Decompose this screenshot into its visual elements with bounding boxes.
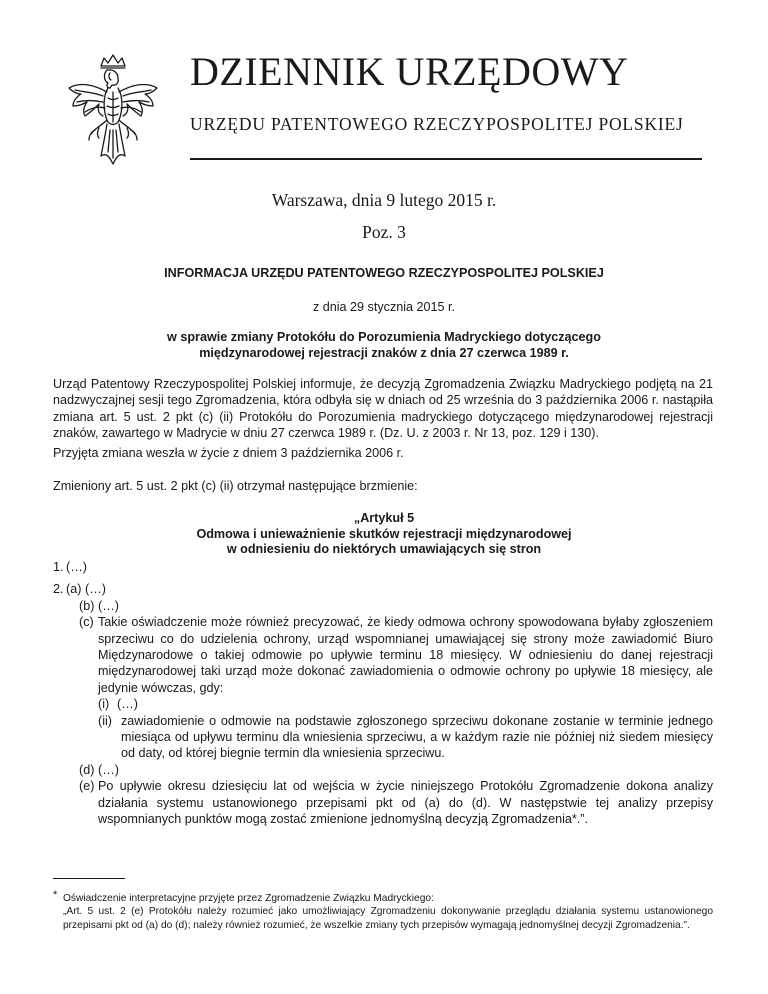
footnote-intro: Oświadczenie interpretacyjne przyjęte przez Zgromadzenie Związku Madryckiego:	[63, 893, 434, 904]
footnote-body: „Art. 5 ust. 2 (e) Protokółu należy rozumieć jako umożliwiający Zgromadzeniu dokonywanie przeglądu działania systemu ustanowionego przepisami pkt od (a) do (d); należy również rozumieć, że wszelkie zmiany tych przepisów wymagają jednomyślnej decyzji Zgromadzenia.”.	[63, 906, 713, 931]
subpoint-text: (…)	[98, 762, 119, 777]
subpoint-c	[79, 614, 713, 696]
subpoint-text: Po upływie okresu dziesięciu lat od wejścia w życie niniejszego Protokółu Zgromadzenie dokona analizy działania systemu ustanowionego przepisami pkt od (a) do (d). W następstwie tej analizy przepisy wspomnianych punktów mogą zostać zmienione jednomyślną decyzją Zgromadzenia*.”.	[98, 779, 713, 827]
document-subject-line: międzynarodowej rejestracji znaków z dnia 27 czerwca 1989 r.	[199, 345, 569, 360]
article-provisions	[53, 559, 713, 828]
subpoint-text: zawiadomienie o odmowie na podstawie zgłoszonego sprzeciwu dokonane zostanie w terminie jednego miesiąca od upływu terminu dla wniesienia sprzeciwu, a w każdym razie nie później niż siedem miesięcy od daty, od której biegnie termin dla wniesienia sprzeciwu.	[121, 713, 713, 761]
article-title-line: w odniesieniu do niektórych umawiających się stron	[226, 542, 542, 556]
article-title-line: Odmowa i unieważnienie skutków rejestracji międzynarodowej	[196, 526, 572, 541]
footnote-marker: *	[53, 889, 58, 901]
issue-place-date: Warszawa, dnia 9 lutego 2015 r.	[271, 190, 497, 210]
document-date: z dnia 29 stycznia 2015 r.	[312, 300, 456, 314]
document-subject	[0, 330, 768, 361]
subpoint-b	[79, 598, 713, 614]
provision-number: 2.	[53, 582, 64, 597]
provision-item-1	[53, 559, 713, 575]
paragraph-amended: Zmieniony art. 5 ust. 2 pkt (c) (ii) otrzymał następujące brzmienie:	[53, 479, 418, 493]
document-title: INFORMACJA URZĘDU PATENTOWEGO RZECZYPOSPOLITEJ POLSKIEJ	[164, 266, 604, 280]
subpoint-d	[79, 762, 713, 778]
subpoint-text: (…)	[98, 598, 119, 613]
article-heading	[0, 511, 768, 558]
document-subject-line: w sprawie zmiany Protokółu do Porozumienia Madryckiego dotyczącego	[167, 330, 601, 344]
paragraph-effective: Przyjęta zmiana weszła w życie z dniem 3 października 2006 r.	[53, 446, 404, 460]
subpoint-text: (…)	[117, 697, 138, 712]
masthead-title: DZIENNIK URZĘDOWY	[190, 49, 629, 94]
issue-position: Poz. 3	[362, 222, 406, 242]
provision-number: 1.	[53, 560, 64, 574]
subpoint-e	[79, 778, 713, 827]
footnote-divider	[53, 878, 125, 879]
subpoint-label: (d)	[79, 762, 95, 777]
article-number: „Artykuł 5	[353, 511, 415, 525]
subpoint-label: (e)	[79, 779, 95, 794]
footnote-text	[63, 892, 713, 932]
subpoint-label: (b)	[79, 598, 95, 613]
subpoint-label: (ii)	[98, 713, 112, 728]
subpoint-c-ii	[98, 713, 713, 762]
subpoint-a	[66, 581, 713, 597]
masthead-subtitle: URZĘDU PATENTOWEGO RZECZYPOSPOLITEJ POLSKIEJ	[190, 114, 684, 134]
subpoint-text: (…)	[85, 582, 106, 597]
masthead-divider	[190, 158, 702, 160]
provision-text: (…)	[66, 560, 87, 574]
polish-eagle-emblem-icon	[63, 52, 163, 170]
provision-item-2	[53, 581, 713, 827]
subpoint-label: (i)	[98, 697, 110, 712]
subpoint-label: (c)	[79, 615, 94, 630]
subpoint-c-i	[98, 696, 713, 712]
paragraph-intro: Urząd Patentowy Rzeczypospolitej Polskiej informuje, że decyzją Zgromadzenia Związku Madryckiego podjętą na 21 nadzwyczajnej sesji tego Zgromadzenia, która odbyła się w dniach od 25 września do 3 października 2006 r. nastąpiła zmiana art. 5 ust. 2 pkt (c) (ii) Protokółu do Porozumienia madryckiego dotyczącego międzynarodowej rejestracji znaków, zawartego w Madrycie w dniu 27 czerwca 1989 r. (Dz. U. z 2003 r. Nr 13, poz. 129 i 130).	[53, 377, 713, 441]
subpoint-label: (a)	[66, 582, 82, 597]
subpoint-text: Takie oświadczenie może również precyzować, że kiedy odmowa ochrony spowodowana byłaby zgłoszeniem sprzeciwu co do udzielenia ochrony, urząd wspomnianej umawiającej się strony może zawiadomić Biuro Międzynarodowe o takiej odmowie po upływie terminu 18 miesięcy. W odniesieniu do danej rejestracji międzynarodowej taki urząd może dokonać zawiadomienia o odmowie ochrony po upływie 18 miesięcy, ale jedynie wówczas, gdy:	[98, 615, 713, 695]
